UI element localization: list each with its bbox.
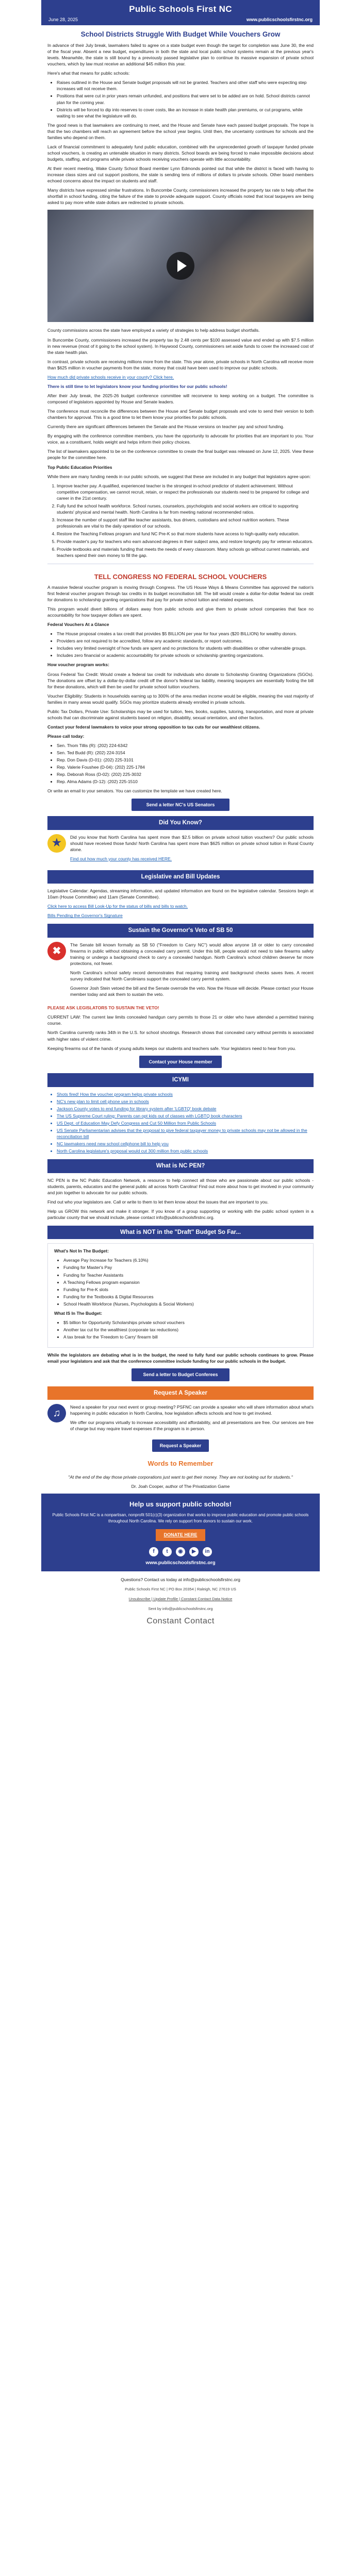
send-letter-conferees-button[interactable]: Send a letter to Budget Conferees: [132, 1368, 229, 1381]
icymi-link[interactable]: • US Senate Parliamentarian advises that the proposal to give federal taxpayer money to private schools may not be allowed in the reconciliation bill: [57, 1127, 314, 1140]
contact-list: [57, 742, 314, 785]
what-is-p2: Find out who your legislators are. Call or write to them to let them know about the issues that are important to you.: [47, 1199, 269, 1205]
did-you-know-text: Did you know that North Carolina has spent more than $2.5 billion on private school tuition vouchers? Our public schools should have received those funds! North Carolina has spent more than $625 million on private school tuition in Rural County alone.: [70, 834, 314, 852]
county-p10: Top Public Education Priorities: [47, 464, 112, 470]
lightbulb-icon: ★: [47, 834, 66, 853]
voucher-bullet: • Providers are not required to be accredited, follow any academic standards, or report outcomes.: [57, 638, 314, 644]
county-emphasis: There is still time to let legislators know your funding priorities for our public schools!: [47, 383, 227, 389]
footer-questions: Questions? Contact us today at info@publicschoolsfirstnc.org: [121, 1577, 240, 1583]
hero-bullets: [57, 79, 314, 118]
header-date: June 28, 2025: [48, 17, 78, 23]
draft-item: • Funding for Master's Pay: [63, 1264, 307, 1270]
what-is-band: What is NC PEN?: [47, 1159, 314, 1173]
presenter-p2: We offer our programs virtually to increase accessibility and affordability, and all presentations are free. Our services are free of charge but may require travel expenses if the program is in person.: [70, 1420, 314, 1432]
draft-p2: What IS In The Budget:: [54, 1310, 103, 1316]
presenter-p1: Need a speaker for your next event or group meeting? PSFNC can provide a speaker who will share information about what's happening in public education in North Carolina, how legislation affects schools and how to get involved.: [70, 1404, 314, 1416]
send-letter-senators-button[interactable]: Send a letter NC's US Senators: [132, 799, 229, 811]
governor-band: Sustain the Governor's Veto of SB 50: [47, 924, 314, 937]
hero-title: School Districts Struggle With Budget While Vouchers Grow: [80, 30, 281, 38]
instagram-icon[interactable]: ◉: [176, 1547, 185, 1556]
icymi-link[interactable]: • North Carolina legislature's proposal would cut 300 million from public schools: [57, 1148, 314, 1154]
voucher-p5: Gross Federal Tax Credit: Would create a federal tax credit for individuals who donate to Scholarship Granting Organizations (SGOs). The donations are offset by a dollar-by-dollar credit off the donor's federal tax liability, meaning taxpayers are essentially footing the bill for these donations, which will then be used for private school tuition vouchers.: [47, 671, 314, 689]
draft-item: • Funding for Pre-K slots: [63, 1286, 307, 1293]
footer-text: Public Schools First NC is a nonpartisan, nonprofit 501(c)(3) organization that works to improve public education and promote public schools throughout North Carolina. We rely on support from donors to sustain our work.: [52, 1513, 309, 1523]
remember-quote: "At the end of the day those private corporations just want to get their money. They are not looking out for students.": [68, 1474, 293, 1480]
governor-box: [47, 942, 314, 1001]
header-url[interactable]: www.publicschoolsfirstnc.org: [246, 17, 313, 23]
voucher-p1: A massive federal voucher program is moving through Congress. The US House Ways & Means Committee has approved the nation's first federal voucher program through tax credits in its budget reconciliation bill. The bill would create a dollar-for-dollar federal tax credit for donations to scholarship granting organizations that pay for private school tuition and related expenses.: [47, 584, 314, 602]
voucher-p2: This program would divert billions of dollars away from public schools and give them to private school companies that face no accountability for how taxpayer dollars are spent.: [47, 606, 314, 618]
icymi-band: ICYMI: [47, 1073, 314, 1087]
hero-p5: At their recent meeting, Wake County School Board member Lynn Edmonds pointed out that while the district is faced with having to increase class sizes and cut support positions, the state is sending tens of millions of dollars to private schools. Other board members echoed concerns about the impact on students and staff.: [47, 166, 314, 184]
hero-bullet: • Positions that were cut in prior years remain unfunded, and positions that were set to be added are on hold. School districts cannot plan for the coming year.: [57, 93, 314, 105]
voucher-bullets: [57, 631, 314, 658]
icymi-link[interactable]: • US Dept. of Education May Defy Congress and Cut 50 Million from Public Schools: [57, 1120, 314, 1126]
did-you-know-link[interactable]: Find out how much your county has received HERE.: [70, 856, 172, 861]
what-is-p3: Help us GROW this network and make it stronger. If you know of a group supporting or working with the public school system in a particular county that we should include, please contact info@publicschoolsfirstnc.org.: [47, 1208, 314, 1220]
constant-contact-logo[interactable]: Constant Contact: [146, 1617, 215, 1626]
voucher-bullet: • The House proposal creates a tax credit that provides $5 BILLION per year for four years ($20 BILLION) for wealthy donors.: [57, 631, 314, 637]
remember-source: Dr. Joah Cooper, author of The Privatization Game: [131, 1483, 230, 1489]
icymi-list: [57, 1091, 314, 1155]
county-p11: While there are many funding needs in our public schools, we suggest that these are included in any budget that legislators agree upon:: [47, 473, 311, 479]
governor-p4: PLEASE ASK LEGISLATORS TO SUSTAIN THE VETO!: [47, 1005, 159, 1011]
governor-p1: The Senate bill known formally as SB 50 ("Freedom to Carry NC") would allow anyone 18 or older to carry concealed firearms in public without obtaining a concealed carry permit. Under this bill, people would not need to take firearms safety training or undergo a background check to carry a concealed handgun. North Carolina's school children deserve far more protections, not fewer.: [70, 942, 314, 966]
draft-p3: While the legislators are debating what is in the budget, the need to fully fund our public schools continues to grow. Please email your legislators and ask that the conference committee include funding for our public schools in the budget.: [47, 1352, 314, 1364]
draft-item: • $5 billion for Opportunity Scholarships private school vouchers: [63, 1319, 307, 1326]
voucher-p4: How voucher program works:: [47, 662, 109, 668]
contact-item[interactable]: • Rep. Valerie Foushee (D-04): (202) 225-1784: [57, 764, 314, 770]
draft-is-list: [63, 1319, 307, 1340]
draft-item: • School Health Workforce (Nurses, Psychologists & Social Workers): [63, 1301, 307, 1307]
voucher-p10: Or write an email to your senators. You can customize the template we have created here.: [47, 788, 222, 794]
contact-item[interactable]: • Rep. Deborah Ross (D-02): (202) 225-3032: [57, 771, 314, 777]
county-link[interactable]: How much did private schools receive in your county? Click here.: [47, 374, 174, 380]
play-icon[interactable]: [167, 252, 194, 280]
draft-item: • Another tax cut for the wealthiest (corporate tax reductions): [63, 1327, 307, 1333]
priority-item: 2. Fully fund the school health workforce. School nurses, counselors, psychologists and social workers are critical to supporting students' physical and mental health. North Carolina is far from meeting national recommended ratios.: [57, 503, 314, 515]
icymi-link[interactable]: • Jackson County votes to end funding for library system after 'LGBTQ' book debate: [57, 1106, 314, 1112]
video-thumbnail[interactable]: [47, 210, 314, 322]
hero-p2: Here's what that means for public schools:: [47, 71, 130, 76]
draft-not-list: [63, 1257, 307, 1307]
remember-title: Words to Remember: [147, 1460, 214, 1468]
twitter-icon[interactable]: t: [162, 1547, 172, 1556]
draft-item: • A tax break for the 'Freedom to Carry' firearm bill: [63, 1334, 307, 1340]
email-container: [41, 0, 320, 1638]
draft-item: • Funding for Teacher Assistants: [63, 1272, 307, 1278]
voucher-bullet: • Includes very limited oversight of how funds are spent and no protections for students with disabilities or other vulnerable groups.: [57, 645, 314, 651]
icymi-link[interactable]: • NC lawmakers need new school cellphone bill to help you: [57, 1141, 314, 1147]
county-p2: In Buncombe County, commissioners increased the property tax by 2.48 cents per $100 assessed value and ended up with $7.5 million in new revenue (most of it going to the school system). In Haywood County, commissioners set aside funds to cover the increased cost of the state health plan.: [47, 337, 314, 355]
voucher-bullet: • Includes zero financial or academic accountability for private schools or scholarship granting organizations.: [57, 652, 314, 658]
draft-item: • Funding for the Textbooks & Digital Resources: [63, 1294, 307, 1300]
header-title: Public Schools First NC: [129, 4, 232, 14]
county-p3: In contrast, private schools are receiving millions more from the state. This year alone, private schools in North Carolina will receive more than $625 million in voucher payments from the state, money that could have been used to improve our public schools.: [47, 359, 314, 370]
youtube-icon[interactable]: ▶: [189, 1547, 199, 1556]
icymi-link[interactable]: • The US Supreme Court ruling: Parents can opt kids out of classes with LGBTQ book characters: [57, 1113, 314, 1119]
stop-icon: ✖: [47, 942, 66, 960]
request-speaker-button[interactable]: Request a Speaker: [152, 1439, 209, 1452]
priority-item: 5. Provide master's pay for teachers who earn advanced degrees in their subject area, and restore longevity pay for veteran educators.: [57, 538, 314, 545]
voucher-p9: Please call today:: [47, 734, 85, 739]
footer-address: Public Schools First NC | PO Box 20354 | Raleigh, NC 27619 US: [125, 1587, 236, 1592]
footer-unsubscribe[interactable]: Unsubscribe | Update Profile | Constant Contact Data Notice: [128, 1597, 233, 1601]
priorities-list: [57, 483, 314, 559]
contact-item[interactable]: • Rep. Don Davis (D-01): (202) 225-3101: [57, 757, 314, 763]
draft-band: What is NOT in the "Draft" Budget So Far...: [47, 1226, 314, 1239]
voucher-p8: Contact your federal lawmakers to voice your strong opposition to tax cuts for our wealthiest citizens.: [47, 724, 260, 730]
priority-item: 4. Restore the Teaching Fellows program and fund NC Pre-K so that more students have access to high-quality early education.: [57, 531, 314, 537]
facebook-icon[interactable]: f: [149, 1547, 158, 1556]
legislative-band: Legislative and Bill Updates: [47, 870, 314, 884]
draft-box: [47, 1243, 314, 1348]
county-p7: Currently there are significant differences between the Senate and the House versions on teacher pay and school funding.: [47, 424, 285, 430]
hero-p4: Lack of financial commitment to adequately fund public education, combined with the unprecedented growth of taxpayer funded private school vouchers, is creating an untenable situation in many districts. School boards are being forced to make impossible decisions about budgets, staffing, and programs while private schools receiving vouchers operate with little accountability.: [47, 144, 314, 162]
county-p5: After their July break, the 2025-26 budget conference committee will reconvene to keep working on a budget. The committee is composed of legislators appointed by House and Senate leaders.: [47, 393, 314, 405]
draft-item: • A Teaching Fellows program expansion: [63, 1279, 307, 1285]
voucher-p7: Public Tax Dollars, Private Use: Scholarships may be used for tuition, fees, books, supplies, tutoring, transportation, and more at private schools that can discriminate against students based on religion, disability, sexual orientation, and other factors.: [47, 708, 314, 720]
email-header: [41, 0, 320, 25]
legislative-p3[interactable]: Bills Pending the Governor's Signature: [47, 913, 123, 919]
footer-sender: Sent by info@publicschoolsfirstnc.org: [148, 1606, 213, 1611]
linkedin-icon[interactable]: in: [203, 1547, 212, 1556]
hero-p6: Many districts have expressed similar frustrations. In Buncombe County, commissioners increased the property tax rate to help offset the shortfall in school funding, citing the failure of the state to provide adequate support. County officials noted that local taxpayers are being asked to pay more while state dollars are redirected to private schools.: [47, 188, 314, 206]
icymi-link[interactable]: • Shots fired! How the voucher program helps private schools: [57, 1091, 314, 1097]
microphone-icon: ♫: [47, 1404, 66, 1422]
draft-p1: What's Not In The Budget:: [54, 1248, 109, 1254]
header-subline: [41, 15, 320, 23]
legislative-p1: Legislative Calendar: Agendas, streaming information, and updated information are found on the legislative calendar. Sessions begin at 10am (House Committee) and 11am (Senate Committee).: [47, 888, 314, 900]
footer-url[interactable]: www.publicschoolsfirstnc.org: [145, 1560, 216, 1566]
legislative-link[interactable]: Click here to access Bill Look-Up for the status of bills and bills to watch.: [47, 904, 188, 909]
contact-item[interactable]: • Sen. Ted Budd (R): (202) 224-3154: [57, 750, 314, 756]
governor-p3: Governor Josh Stein vetoed the bill and the Senate overrode the veto. Now the House will decide. Please contact your House member today and ask them to sustain the veto.: [70, 986, 314, 997]
did-you-know-box: [47, 834, 314, 865]
did-you-know-band: Did You Know?: [47, 816, 314, 829]
county-p6: The conference must reconcile the differences between the House and Senate budget proposals and vote to send their version to both chambers for approval. This is a good time to let them know your priorities for public schools.: [47, 409, 314, 420]
priority-item: 1. Improve teacher pay. A qualified, experienced teacher is the strongest in-school predictor of student achievement. Without competitive compensation, we cannot recruit, retain, or respect the professionals our students need to be prepared for college and career in the 21st century.: [57, 483, 314, 501]
social-links: [52, 1547, 309, 1556]
draft-item: • Average Pay Increase for Teachers (6.10%): [63, 1257, 307, 1263]
contact-house-button[interactable]: Contact your House member: [139, 1056, 222, 1069]
county-p8: By engaging with the conference committee members, you have the opportunity to advocate for priorities that are important to you. Your voice, as a constituent, holds weight and helps inform their policy choices.: [47, 433, 314, 445]
governor-p5: CURRENT LAW: The current law limits concealed handgun carry permits to those 21 or older who have attended a permitted training course.: [47, 1014, 314, 1026]
governor-p2: North Carolina's school safety record demonstrates that requiring training and background checks saves lives. A recent survey indicated that North Carolinians support the concealed carry permit system.: [70, 970, 314, 982]
hero-p3: The good news is that lawmakers are continuing to meet, and the House and Senate have each passed budget proposals. The hope is that the two chambers will reach an agreement before the school year begins. Until then, the uncertainty continues for schools and the families who depend on them.: [47, 122, 314, 140]
voucher-section-title: TELL CONGRESS NO FEDERAL SCHOOL VOUCHERS: [94, 573, 267, 581]
voucher-p3: Federal Vouchers At a Glance: [47, 622, 109, 628]
governor-p7: Keeping firearms out of the hands of young adults keeps our students and teachers safe. Your legislators need to hear from you.: [47, 1045, 296, 1051]
voucher-p6: Voucher Eligibility: Students in households earning up to 300% of the area median income would be eligible, meaning the vast majority of families in many areas would qualify. SGOs may prioritize students already enrolled in private schools.: [47, 693, 314, 705]
presenter-band: Request A Speaker: [47, 1386, 314, 1400]
contact-item[interactable]: • Sen. Thom Tillis (R): (202) 224-6342: [57, 742, 314, 749]
hero-p1: In advance of their July break, lawmakers failed to agree on a state budget even though the target for completion was June 30, the end of the fiscal year. Absent a new budget, expenditures in both the state and local public school systems remain at the previous year's levels. Meanwhile, the state is still bound by a previously passed legislative plan to continue its massive expansion of private school vouchers, which by law must receive an additional $45 million this year.: [47, 43, 314, 67]
footer-title: Help us support public schools!: [129, 1500, 232, 1508]
contact-item[interactable]: • Rep. Alma Adams (D-12): (202) 225-1510: [57, 778, 314, 785]
county-p1: County commissions across the state have employed a variety of strategies to help address budget shortfalls.: [47, 328, 260, 333]
county-p9: The list of lawmakers appointed to be on the conference committee to create the final budget was released on June 12, 2025. View these people for the committee here.: [47, 449, 314, 461]
donate-button[interactable]: DONATE HERE: [156, 1529, 206, 1541]
what-is-p1: NC PEN is the NC Public Education Network, a resource to help connect all those who are passionate about our public schools - students, parents, educators and the general public all across North Carolina! Find out more about how to get involved in your community and join together to advocate for our public schools.: [47, 1177, 314, 1195]
priority-item: 3. Increase the number of support staff like teacher assistants, bus drivers, custodians and school nutrition workers. These professionals are vital to the daily operation of our schools.: [57, 517, 314, 529]
icymi-link[interactable]: • NC's new plan to limit cell phone use in schools: [57, 1098, 314, 1105]
main-content: [41, 25, 320, 1489]
footer: [41, 1494, 320, 1571]
hero-bullet: • Raises outlined in the House and Senate budget proposals will not be granted. Teachers and other staff who were expecting step increases will not receive them.: [57, 79, 314, 92]
priority-item: 6. Provide textbooks and materials funding that meets the needs of every classroom. Many schools go without current materials, and teachers spend their own money to fill the gap.: [57, 546, 314, 558]
governor-p6: North Carolina currently ranks 34th in the U.S. for school shootings. Research shows that concealed carry without permits is associated with higher rates of violent crime.: [47, 1030, 314, 1042]
hero-bullet: • Districts will be forced to dip into reserves to cover costs, like an increase in state health plan premiums, or cut programs, while waiting to see what the legislature will do.: [57, 107, 314, 119]
presenter-box: [47, 1404, 314, 1435]
